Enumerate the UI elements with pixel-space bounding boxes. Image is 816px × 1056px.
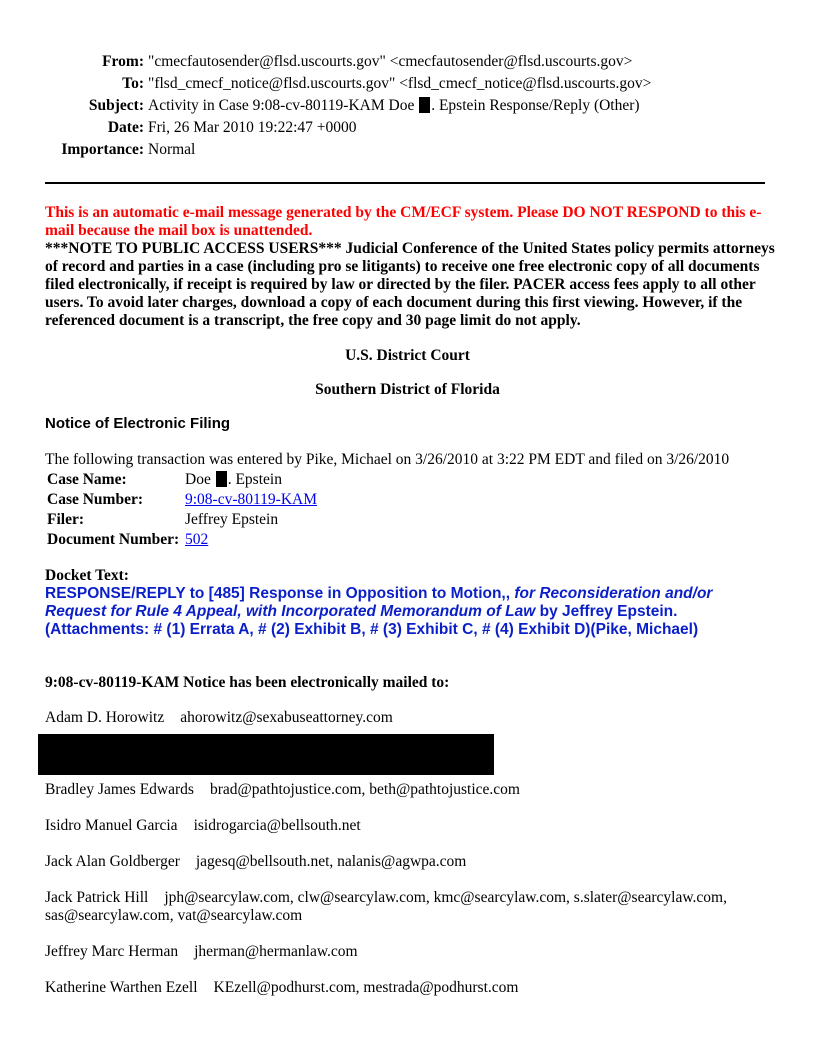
filer-value: Jeffrey Epstein (185, 511, 279, 528)
redaction-mark (216, 471, 227, 487)
header-divider (45, 182, 765, 184)
nef-title: Notice of Electronic Filing (45, 415, 231, 432)
from-label: From: (102, 53, 144, 70)
subject-prefix: Activity in Case 9:08-cv-80119-KAM Doe (148, 97, 415, 114)
subject-suffix: . Epstein Response/Reply (Other) (431, 97, 640, 114)
recipient-row (45, 853, 466, 871)
case-number-row (45, 490, 319, 510)
docket-text (45, 585, 775, 639)
message-body (45, 204, 775, 330)
recipient-row (45, 709, 393, 727)
subject-label: Subject: (88, 97, 144, 114)
date-value: Fri, 26 Mar 2010 19:22:47 +0000 (148, 119, 357, 136)
docket-text-part3: by Jeffrey Epstein. (Attachments: # (1) Errata A, # (2) Exhibit B, # (3) Exhibit C, # (4) Exhibit D)(Pike, Michael) (45, 603, 699, 638)
recipient-row (45, 781, 520, 799)
email-header (0, 51, 816, 161)
filer-label: Filer: (47, 511, 85, 528)
recipient-name: Katherine Warthen Ezell (45, 979, 198, 996)
public-access-note: ***NOTE TO PUBLIC ACCESS USERS*** Judicial Conference of the United States policy permits attorneys of record and parties in a case (including pro se litigants) to receive one free electronic copy of all documents filed electronically, if receipt is required by law or directed by the filer. PACER access fees apply to all other users. To avoid later charges, download a copy of each document during this first viewing. However, if the referenced document is a transcript, the free copy and 30 page limit do not apply. (45, 240, 775, 329)
redaction-mark (419, 97, 430, 113)
recipient-emails: isidrogarcia@bellsouth.net (193, 817, 361, 834)
case-name-label: Case Name: (47, 471, 127, 488)
case-name-value (183, 470, 319, 490)
recipient-name: Bradley James Edwards (45, 781, 194, 798)
importance-value: Normal (148, 141, 196, 158)
from-row (0, 51, 816, 73)
filer-row (45, 510, 319, 530)
recipient-name: Jeffrey Marc Herman (45, 943, 179, 960)
importance-row (0, 139, 816, 161)
recipient-name: Jack Alan Goldberger (45, 853, 180, 870)
recipient-name: Adam D. Horowitz (45, 709, 165, 726)
importance-label: Importance: (61, 141, 144, 158)
case-name-suffix: . Epstein (227, 471, 282, 488)
transaction-text: The following transaction was entered by Pike, Michael on 3/26/2010 at 3:22 PM EDT and filed on 3/26/2010 (45, 451, 730, 468)
district-name: Southern District of Florida (315, 381, 500, 398)
case-number-label: Case Number: (47, 491, 143, 508)
recipient-emails: jph@searcylaw.com, clw@searcylaw.com, kmc@searcylaw.com, s.slater@searcylaw.com, (164, 889, 727, 906)
mailed-to-heading: 9:08-cv-80119-KAM Notice has been electronically mailed to: (45, 674, 450, 691)
recipient-row (45, 943, 358, 961)
document-number-label: Document Number: (47, 531, 180, 548)
docket-text-label: Docket Text: (45, 567, 129, 584)
recipient-row (45, 979, 518, 997)
case-number-link[interactable]: 9:08-cv-80119-KAM (185, 491, 318, 508)
court-name: U.S. District Court (345, 347, 470, 364)
auto-message-warning: This is an automatic e-mail message generated by the CM/ECF system. Please DO NOT RESPOND to this e-mail because the mail box is unattended. (45, 204, 762, 239)
to-value: "flsd_cmecf_notice@flsd.uscourts.gov" <flsd_cmecf_notice@flsd.uscourts.gov> (148, 75, 652, 92)
subject-value (148, 95, 816, 117)
case-name-row (45, 470, 319, 490)
recipient-emails: jagesq@bellsouth.net, nalanis@agwpa.com (195, 853, 467, 870)
redaction-block (38, 734, 494, 775)
recipient-emails: brad@pathtojustice.com, beth@pathtojustice.com (209, 781, 520, 798)
to-row (0, 73, 816, 95)
document-number-cell (183, 530, 319, 550)
document-number-link[interactable]: 502 (185, 531, 209, 548)
recipient-emails: jherman@hermanlaw.com (194, 943, 358, 960)
to-label: To: (122, 75, 144, 92)
recipient-name: Isidro Manuel Garcia (45, 817, 178, 834)
date-row (0, 117, 816, 139)
case-number-cell (183, 490, 319, 510)
from-value: "cmecfautosender@flsd.uscourts.gov" <cmecfautosender@flsd.uscourts.gov> (148, 53, 633, 70)
recipient-row (45, 889, 785, 907)
case-info-table (45, 470, 319, 550)
docket-text-part1: RESPONSE/REPLY to [485] Response in Opposition to Motion,, (45, 585, 515, 602)
document-number-row (45, 530, 319, 550)
recipient-name: Jack Patrick Hill (45, 889, 149, 906)
case-name-prefix: Doe (185, 471, 211, 488)
subject-row (0, 95, 816, 117)
docket-text-italic: for Reconsideration and/or Request for Rule 4 Appeal, with Incorporated Memorandum of Law (45, 585, 713, 620)
recipient-emails: KEzell@podhurst.com, mestrada@podhurst.com (213, 979, 519, 996)
recipient-emails: ahorowitz@sexabuseattorney.com (180, 709, 393, 726)
recipient-row (45, 817, 361, 835)
recipient-emails-continued: sas@searcylaw.com, vat@searcylaw.com (45, 907, 303, 924)
date-label: Date: (107, 119, 144, 136)
